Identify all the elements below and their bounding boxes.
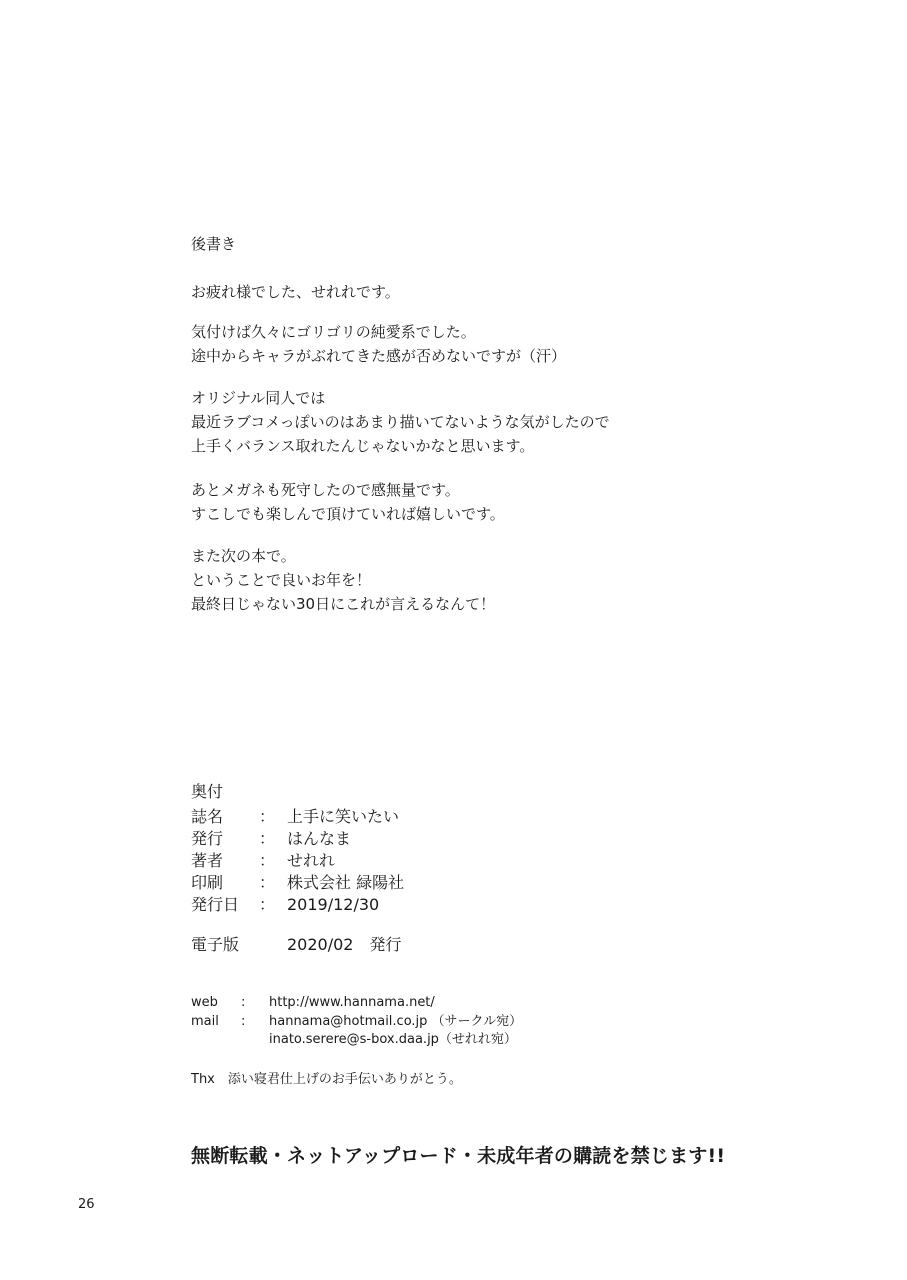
ebook-value: 2020/02 発行 [287, 935, 402, 954]
mail-label: mail [191, 1014, 219, 1029]
colophon-key: 印刷 [191, 873, 224, 892]
afterword-line: 気付けば久々にゴリゴリの純愛系でした。 [191, 323, 476, 341]
afterword-line: 最終日じゃない30日にこれが言えるなんて！ [191, 595, 496, 613]
colophon-row-title [191, 806, 404, 828]
afterword-line: オリジナル同人では [191, 389, 326, 407]
afterword-line: ということで良いお年を！ [191, 571, 372, 589]
colophon-colon: ： [259, 829, 276, 848]
ebook-label: 電子版 [191, 935, 240, 954]
afterword-line: あとメガネも死守したので感無量です。 [191, 481, 460, 499]
colophon-colon: ： [259, 895, 276, 914]
thanks-note: Thx 添い寝君仕上げのお手伝いありがとう。 [191, 1072, 462, 1087]
colophon-value: 2019/12/30 [287, 895, 380, 914]
colophon-value: はんなま [287, 829, 352, 848]
afterword-line: 途中からキャラがぶれてきた感が否めないですが（汗） [191, 347, 567, 365]
colophon-value: 株式会社 緑陽社 [287, 873, 405, 892]
colophon-value: 上手に笑いたい [287, 807, 400, 826]
web-url[interactable]: http://www.hannama.net/ [269, 995, 435, 1010]
colophon-colon: ： [259, 851, 276, 870]
afterword-line: また次の本で。 [191, 547, 296, 565]
copyright-warning: 無断転載・ネットアップロード・未成年者の購読を禁じます!! [191, 1145, 726, 1167]
web-label: web [191, 995, 218, 1010]
afterword-line: すこしでも楽しんで頂けていれば嬉しいです。 [191, 505, 505, 523]
afterword-line: 最近ラブコメっぽいのはあまり描いてないような気がしたので [191, 413, 610, 431]
colophon-row-publisher [191, 828, 404, 850]
contact-web [191, 994, 435, 1012]
colophon-row-printer [191, 872, 404, 894]
colophon-key: 誌名 [191, 807, 224, 826]
colophon-row-ebook [191, 934, 401, 956]
mail-address-circle[interactable]: hannama@hotmail.co.jp （サークル宛） [269, 1014, 523, 1029]
colophon-colon: ： [259, 873, 276, 892]
colophon-title: 奥付 [191, 782, 224, 801]
contact-colon: : [241, 1014, 246, 1029]
colophon-colon: ： [259, 807, 276, 826]
colophon-table [191, 806, 404, 916]
contact-colon: : [241, 995, 246, 1010]
colophon-value: せれれ [287, 851, 336, 870]
colophon-row-date [191, 894, 404, 916]
colophon-row-author [191, 850, 404, 872]
mail-address-author[interactable]: inato.serere@s-box.daa.jp（せれれ宛） [269, 1032, 517, 1047]
afterword-heading: 後書き [191, 235, 237, 253]
afterword-greeting: お疲れ様でした、せれれです。 [191, 283, 400, 301]
afterword-line: 上手くバランス取れたんじゃないかなと思います。 [191, 437, 535, 455]
contact-mail [191, 1013, 522, 1031]
page-number: 26 [78, 1197, 95, 1212]
colophon-key: 著者 [191, 851, 224, 870]
colophon-key: 発行日 [191, 895, 240, 914]
colophon-key: 発行 [191, 829, 224, 848]
